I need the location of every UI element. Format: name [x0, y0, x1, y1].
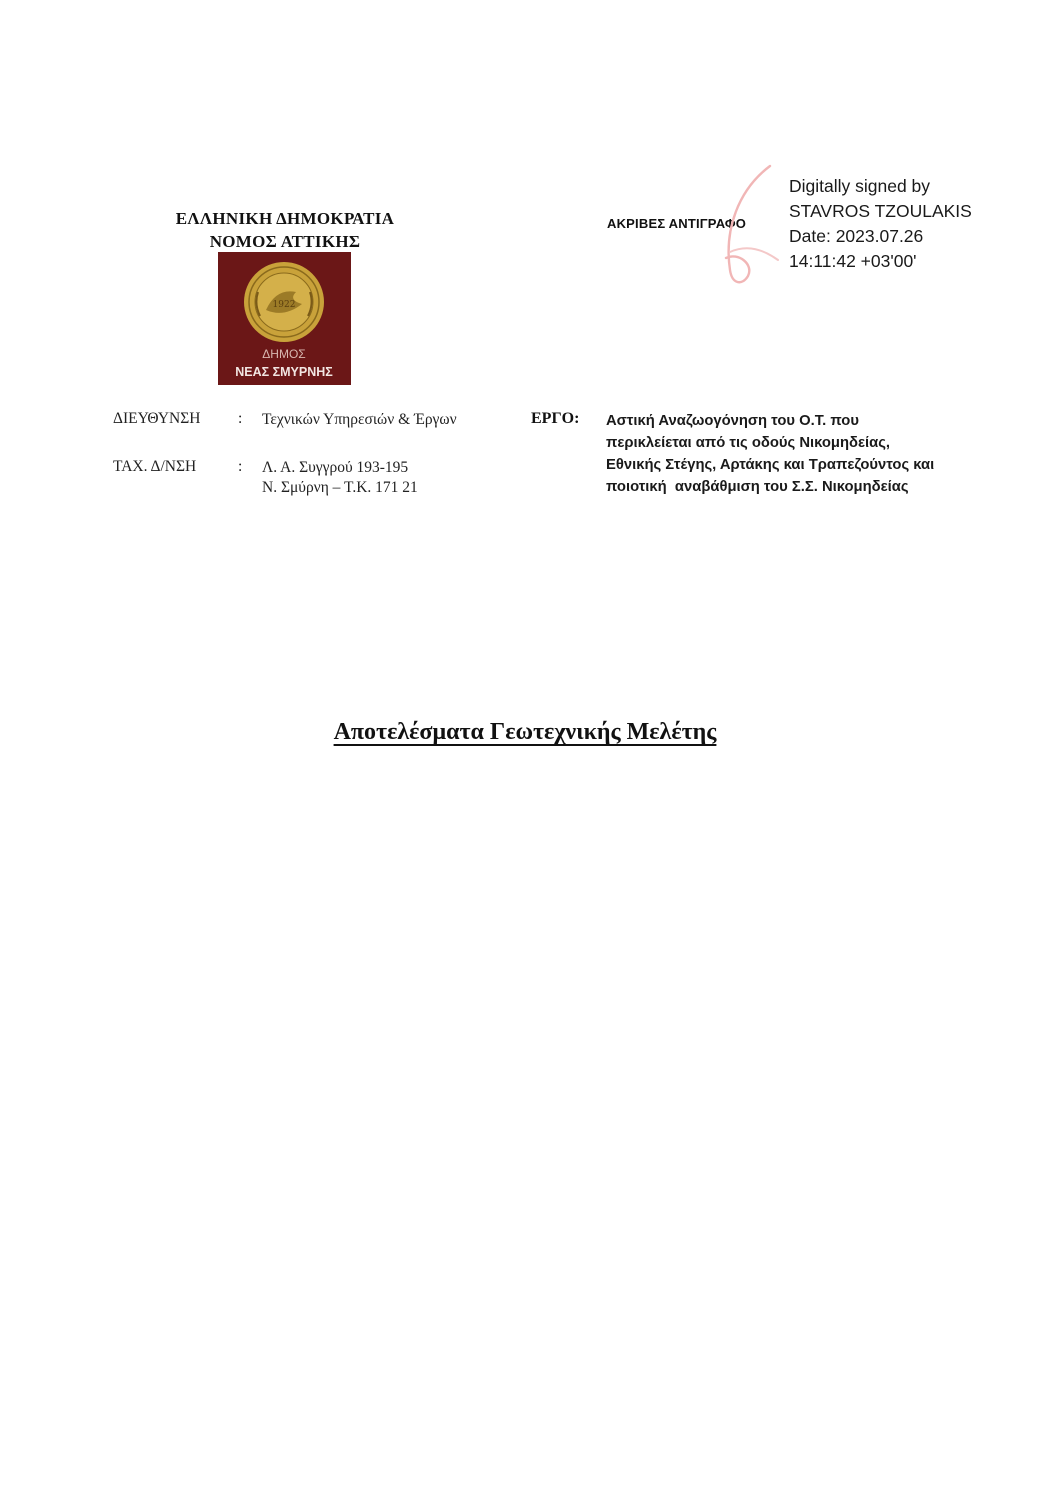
- address-value: [262, 458, 418, 498]
- coin-emblem-icon: [218, 252, 351, 385]
- issuer-header: [120, 207, 450, 253]
- signature-line-4: 14:11:42 +03'00': [789, 251, 917, 271]
- direction-colon: :: [238, 410, 243, 427]
- document-title: Αποτελέσματα Γεωτεχνικής Μελέτης: [333, 719, 717, 745]
- address-label: ΤΑΧ. Δ/ΝΣΗ: [113, 458, 197, 475]
- project-description: [606, 410, 1006, 498]
- logo-line-1: ΔΗΜΟΣ: [262, 347, 306, 361]
- header-line-2: ΝΟΜΟΣ ΑΤΤΙΚΗΣ: [209, 232, 361, 251]
- signature-line-1: Digitally signed by: [789, 176, 931, 196]
- address-line-2: Ν. Σμύρνη – Τ.Κ. 171 21: [262, 479, 418, 496]
- project-label: ΕΡΓΟ:: [531, 410, 580, 427]
- municipality-logo: [218, 252, 351, 385]
- header-line-1: ΕΛΛΗΝΙΚΗ ΔΗΜΟΚΡΑΤΙΑ: [175, 209, 395, 228]
- signature-line-3: Date: 2023.07.26: [789, 226, 924, 246]
- direction-label: ΔΙΕΥΘΥΝΣΗ: [113, 410, 201, 427]
- logo-line-2: ΝΕΑΣ ΣΜΥΡΝΗΣ: [235, 365, 333, 379]
- direction-value: Τεχνικών Υπηρεσιών & Έργων: [262, 411, 457, 428]
- signature-line-2: STAVROS TZOULAKIS: [789, 201, 972, 221]
- digital-signature-block: [789, 174, 972, 274]
- address-line-1: Λ. Α. Συγγρού 193-195: [262, 459, 409, 476]
- project-line-1: Αστική Αναζωογόνηση του Ο.Τ. που: [606, 413, 859, 429]
- certified-copy-label: ΑΚΡΙΒΕΣ ΑΝΤΙΓΡΑΦΟ: [607, 216, 747, 231]
- logo-year: 1922: [272, 300, 296, 310]
- project-line-3: Εθνικής Στέγης, Αρτάκης και Τραπεζούντος και: [606, 457, 935, 473]
- address-colon: :: [238, 458, 243, 475]
- signature-stamp-icon: [718, 160, 788, 290]
- project-line-2: περικλείεται από τις οδούς Νικομηδείας,: [606, 435, 891, 451]
- project-line-4: ποιοτική αναβάθμιση του Σ.Σ. Νικομηδείας: [606, 479, 909, 495]
